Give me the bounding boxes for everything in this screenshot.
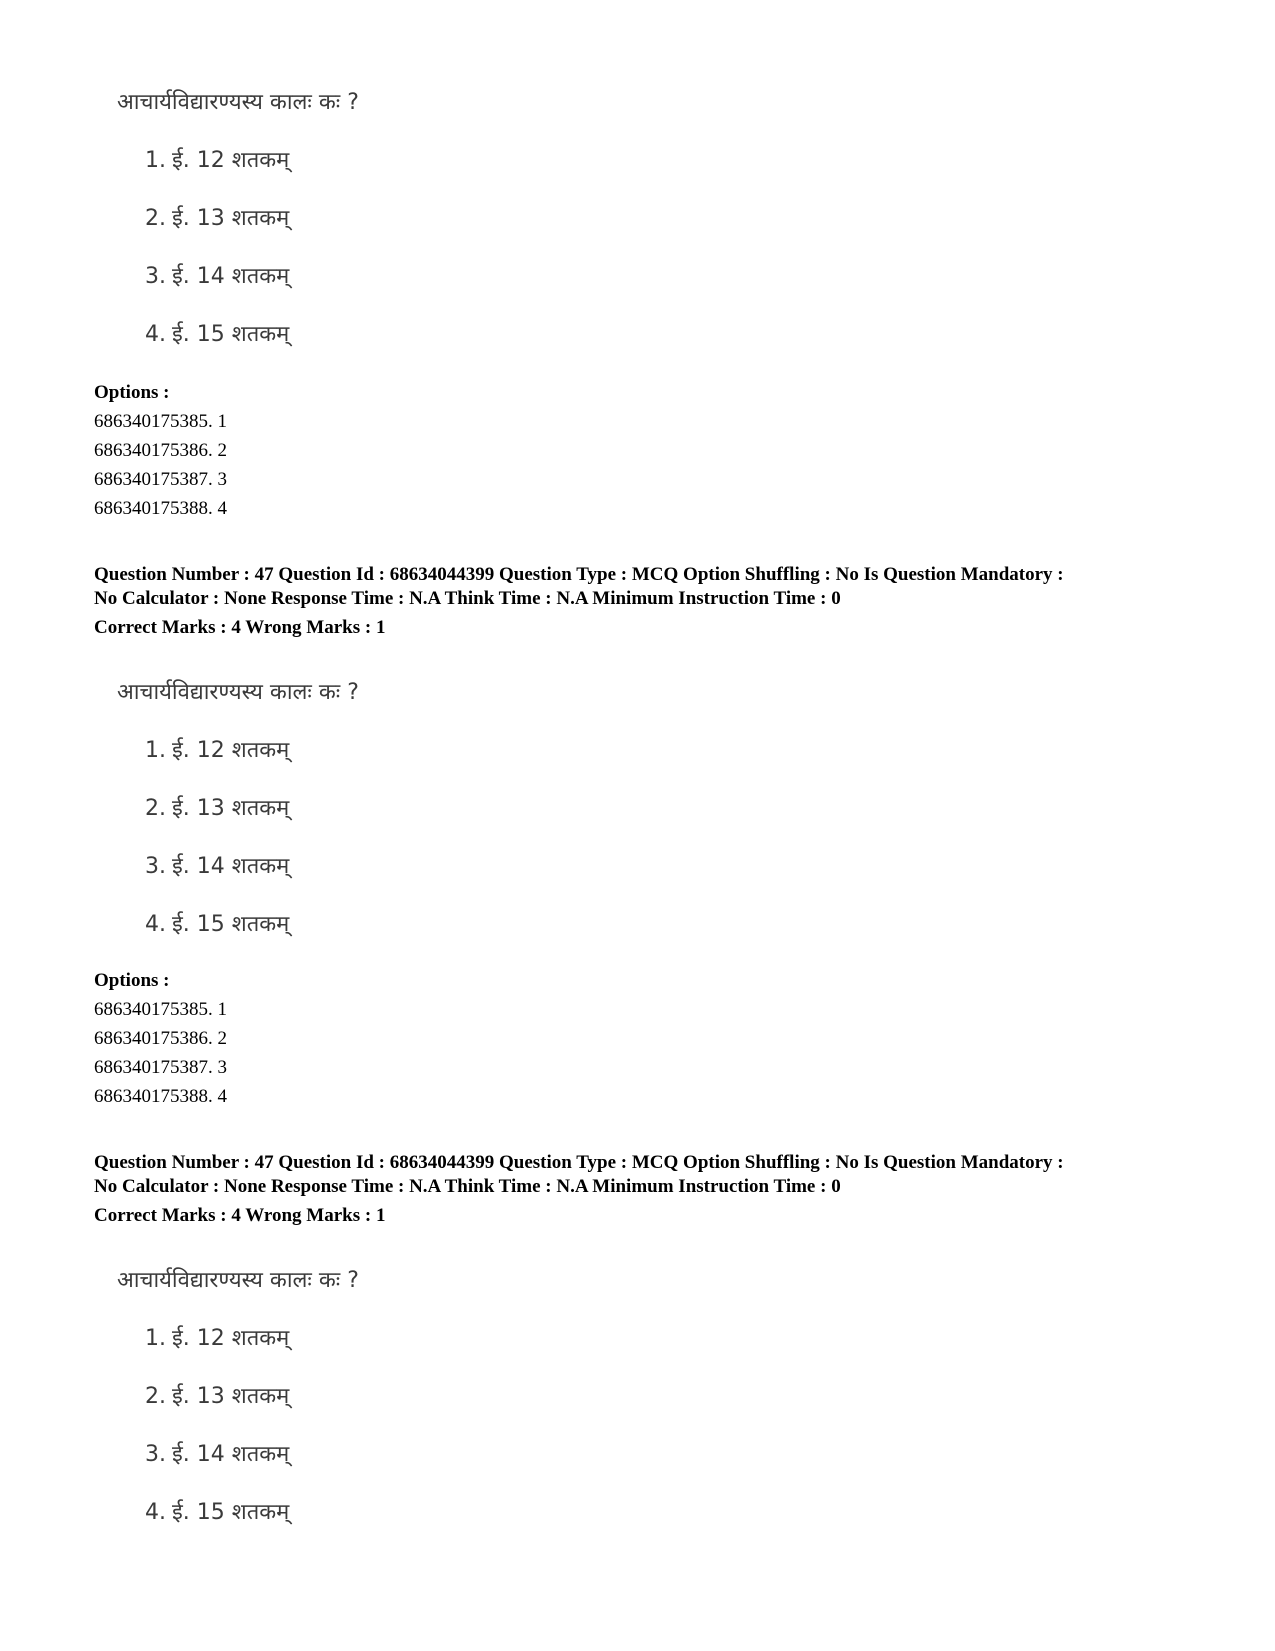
choice-number: 1.	[145, 738, 166, 763]
choice-2	[145, 1380, 289, 1410]
choice-text: ई. 12 शतकम्	[172, 148, 290, 173]
choice-1	[145, 1322, 289, 1352]
choice-1	[145, 734, 289, 764]
option-id-line: 686340175387. 3	[94, 1057, 227, 1078]
choice-4	[145, 1496, 289, 1526]
option-id-line: 686340175388. 4	[94, 1086, 227, 1107]
question-stem: आचार्यविद्यारण्यस्य कालः कः ?	[117, 680, 359, 705]
choice-4	[145, 908, 289, 938]
options-label: Options :	[94, 382, 170, 403]
choice-3	[145, 260, 289, 290]
question-image-1	[117, 86, 477, 356]
question-image-2	[117, 676, 477, 946]
choice-number: 3.	[145, 264, 166, 289]
option-id-line: 686340175386. 2	[94, 1028, 227, 1049]
choice-4	[145, 318, 289, 348]
choice-text: ई. 13 शतकम्	[172, 1384, 290, 1409]
choice-3	[145, 1438, 289, 1468]
question-stem: आचार्यविद्यारण्यस्य कालः कः ?	[117, 1268, 359, 1293]
choice-text: ई. 14 शतकम्	[172, 264, 290, 289]
choice-number: 4.	[145, 912, 166, 937]
choice-text: ई. 13 शतकम्	[172, 796, 290, 821]
choice-1	[145, 144, 289, 174]
choice-number: 3.	[145, 1442, 166, 1467]
choice-number: 4.	[145, 322, 166, 347]
option-id-line: 686340175385. 1	[94, 411, 227, 432]
question-image-3	[117, 1264, 477, 1534]
options-label: Options :	[94, 970, 170, 991]
choice-number: 1.	[145, 148, 166, 173]
question-header-line2: No Calculator : None Response Time : N.A Think Time : N.A Minimum Instruction Time : 0	[94, 1176, 841, 1197]
option-id-line: 686340175386. 2	[94, 440, 227, 461]
choice-text: ई. 15 शतकम्	[172, 322, 290, 347]
choice-number: 2.	[145, 1384, 166, 1409]
choice-number: 2.	[145, 796, 166, 821]
choice-text: ई. 15 शतकम्	[172, 1500, 290, 1525]
marks-line: Correct Marks : 4 Wrong Marks : 1	[94, 617, 386, 638]
question-header-line1: Question Number : 47 Question Id : 68634044399 Question Type : MCQ Option Shuffling : No Is Question Mandatory :	[94, 1152, 1064, 1173]
option-id-line: 686340175385. 1	[94, 999, 227, 1020]
choice-text: ई. 12 शतकम्	[172, 1326, 290, 1351]
question-header-line2: No Calculator : None Response Time : N.A Think Time : N.A Minimum Instruction Time : 0	[94, 588, 841, 609]
choice-text: ई. 12 शतकम्	[172, 738, 290, 763]
option-id-line: 686340175388. 4	[94, 498, 227, 519]
choice-text: ई. 14 शतकम्	[172, 854, 290, 879]
choice-number: 3.	[145, 854, 166, 879]
choice-3	[145, 850, 289, 880]
option-id-line: 686340175387. 3	[94, 469, 227, 490]
marks-line: Correct Marks : 4 Wrong Marks : 1	[94, 1205, 386, 1226]
choice-number: 1.	[145, 1326, 166, 1351]
choice-2	[145, 202, 289, 232]
question-header-line1: Question Number : 47 Question Id : 68634044399 Question Type : MCQ Option Shuffling : No Is Question Mandatory :	[94, 564, 1064, 585]
choice-number: 2.	[145, 206, 166, 231]
choice-text: ई. 15 शतकम्	[172, 912, 290, 937]
choice-2	[145, 792, 289, 822]
choice-number: 4.	[145, 1500, 166, 1525]
choice-text: ई. 13 शतकम्	[172, 206, 290, 231]
question-stem: आचार्यविद्यारण्यस्य कालः कः ?	[117, 90, 359, 115]
choice-text: ई. 14 शतकम्	[172, 1442, 290, 1467]
